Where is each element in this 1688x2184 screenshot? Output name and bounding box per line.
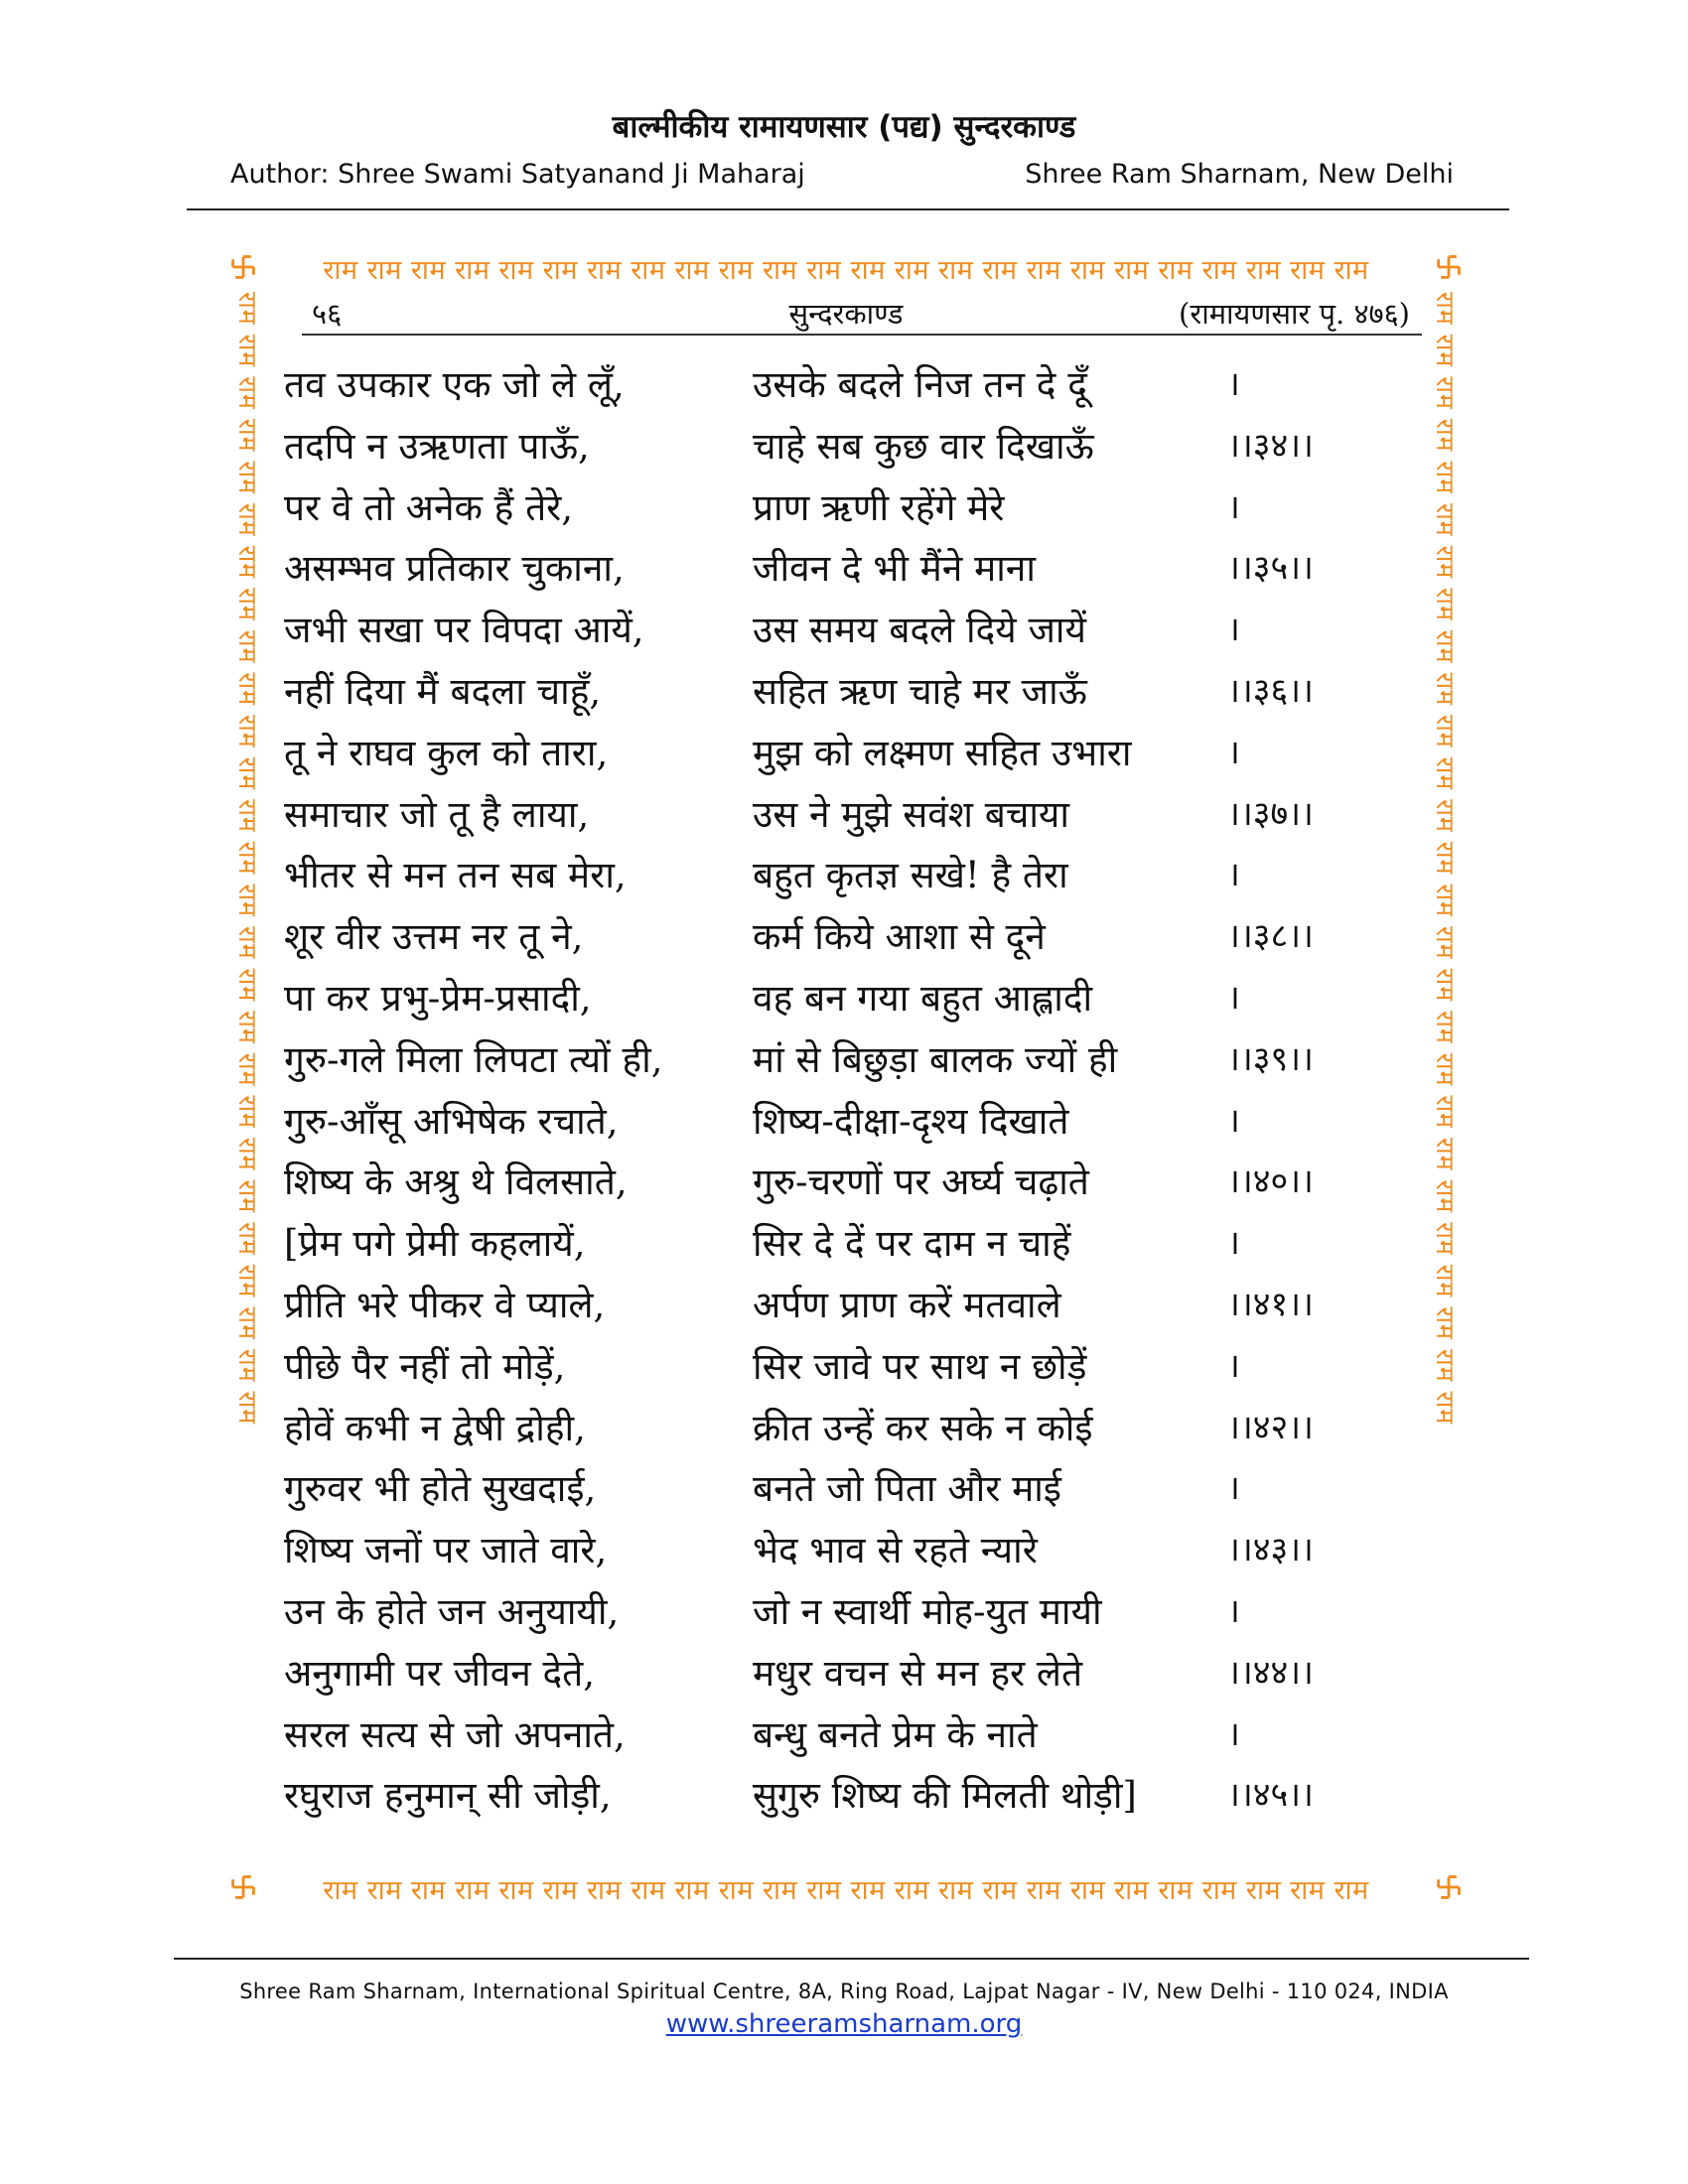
verse-second-half: उसके बदले निज तन दे दूँ xyxy=(753,363,1087,406)
verse-row xyxy=(284,533,1406,595)
page-title: बाल्मीकीय रामायणसार (पद्य) सुन्दरकाण्ड xyxy=(612,109,1076,145)
scripture-frame xyxy=(230,250,1462,1906)
verse-first-half: शिष्य जनों पर जाते वारे, xyxy=(284,1529,608,1572)
verse-row xyxy=(284,1515,1406,1576)
verse-number: ।।४३।। xyxy=(1227,1530,1314,1570)
verse-second-half: जीवन दे भी मैंने माना xyxy=(753,547,1036,591)
verse-second-half: मां से बिछुड़ा बालक ज्यों ही xyxy=(753,1037,1118,1081)
verse-second-half: मुझ को लक्ष्मण सहित उभारा xyxy=(753,731,1132,774)
verse-row xyxy=(284,411,1406,473)
verse-number: । xyxy=(1227,1345,1240,1386)
verse-number: । xyxy=(1227,977,1240,1018)
verse-first-half: समाचार जो तू है लाया, xyxy=(284,792,590,836)
verse-first-half: तू ने राघव कुल को तारा, xyxy=(284,731,609,774)
footer-divider xyxy=(174,1958,1529,1960)
verse-row xyxy=(284,1760,1406,1822)
verse-row xyxy=(284,1576,1406,1638)
verse-second-half: बहुत कृतज्ञ सखे! है तेरा xyxy=(753,854,1068,897)
verse-first-half: तव उपकार एक जो ले लूँ, xyxy=(284,363,625,406)
verse-number: । xyxy=(1227,1223,1240,1264)
verse-first-half: नहीं दिया मैं बदला चाहूँ, xyxy=(284,669,602,713)
verse-number: । xyxy=(1227,1100,1240,1141)
verse-first-half: सरल सत्य से जो अपनाते, xyxy=(284,1712,626,1756)
verse-number: । xyxy=(1227,1468,1240,1509)
verse-first-half: गुरु-गले मिला लिपटा त्यों ही, xyxy=(284,1037,663,1081)
header-divider xyxy=(187,208,1509,210)
verse-row xyxy=(284,656,1406,718)
author-line: Author: Shree Swami Satyanand Ji Maharaj xyxy=(230,159,805,190)
verse-first-half: उन के होते जन अनुयायी, xyxy=(284,1589,620,1633)
verse-first-half: भीतर से मन तन सब मेरा, xyxy=(284,854,627,897)
verse-second-half: बनते जो पिता और माई xyxy=(753,1467,1061,1511)
verse-first-half: पीछे पैर नहीं तो मोड़ें, xyxy=(284,1344,566,1388)
verse-number: । xyxy=(1227,1590,1240,1631)
border-top-text: राम राम राम राम राम राम राम राम राम राम राम राम राम राम राम राम राम राम राम राम राम राम राम राम xyxy=(323,255,1369,286)
section-title: सुन्दरकाण्ड xyxy=(788,297,904,331)
verse-number: । xyxy=(1227,855,1240,895)
verse-row xyxy=(284,1393,1406,1454)
verse-number: । xyxy=(1227,364,1240,404)
verse-row xyxy=(284,840,1406,901)
verse-number: ।।४४।। xyxy=(1227,1652,1314,1693)
footer-website-link[interactable]: www.shreeramsharnam.org xyxy=(665,2009,1023,2039)
inner-page-header xyxy=(282,288,1410,336)
verse-first-half: पर वे तो अनेक हैं तेरे, xyxy=(284,485,574,529)
verse-row xyxy=(284,963,1406,1024)
verse-second-half: सहित ऋण चाहे मर जाऊँ xyxy=(753,669,1087,713)
verse-first-half: तदपि न उऋणता पाऊँ, xyxy=(284,424,590,468)
verse-second-half: प्राण ऋणी रहेंगे मेरे xyxy=(753,485,1005,529)
verse-first-half: प्रीति भरे पीकर वे प्याले, xyxy=(284,1283,606,1326)
verse-row xyxy=(284,1270,1406,1331)
verse-second-half: उस समय बदले दिये जायें xyxy=(753,609,1086,652)
verse-row xyxy=(284,1086,1406,1148)
verse-row xyxy=(284,1453,1406,1515)
verse-number: ।।३९।। xyxy=(1227,1038,1314,1079)
verse-number: ।।३७।। xyxy=(1227,793,1314,834)
verse-row xyxy=(284,1331,1406,1393)
verse-second-half: अर्पण प्राण करें मतवाले xyxy=(753,1283,1061,1326)
verse-first-half: गुरु-आँसू अभिषेक रचाते, xyxy=(284,1099,619,1143)
verse-number: । xyxy=(1227,732,1240,772)
verse-second-half: कर्म किये आशा से दूने xyxy=(753,915,1046,959)
verse-second-half: सुगुरु शिष्य की मिलती थोड़ी] xyxy=(753,1774,1137,1818)
verse-second-half: वह बन गया बहुत आह्लादी xyxy=(753,976,1093,1020)
border-right-text: राम राम राम राम राम राम राम राम राम राम राम राम राम राम राम राम राम राम राम राम राम राम राम राम राम राम राम xyxy=(1431,292,1460,1426)
verse-number: । xyxy=(1227,610,1240,650)
verse-number: । xyxy=(1227,1713,1240,1754)
verse-second-half: जो न स्वार्थी मोह-युत मायी xyxy=(753,1589,1102,1633)
verse-row xyxy=(284,1024,1406,1086)
verse-row xyxy=(284,779,1406,841)
border-bottom-text: राम राम राम राम राम राम राम राम राम राम राम राम राम राम राम राम राम राम राम राम राम राम राम राम xyxy=(323,1875,1369,1906)
verse-second-half: सिर जावे पर साथ न छोड़ें xyxy=(753,1344,1087,1388)
verse-list xyxy=(284,349,1406,1822)
verse-first-half: शूर वीर उत्तम नर तू ने, xyxy=(284,915,584,959)
verse-first-half: अनुगामी पर जीवन देते, xyxy=(284,1651,596,1695)
verse-row xyxy=(284,473,1406,534)
verse-first-half: पा कर प्रभु-प्रेम-प्रसादी, xyxy=(284,976,592,1020)
footer-address: Shree Ram Sharnam, International Spiritual Centre, 8A, Ring Road, Lajpat Nagar - IV, New Delhi - 110 024, INDIA xyxy=(239,1979,1449,2003)
verse-second-half: शिष्य-दीक्षा-दृश्य दिखाते xyxy=(753,1099,1069,1143)
verse-row xyxy=(284,1638,1406,1700)
verse-second-half: गुरु-चरणों पर अर्घ्य चढ़ाते xyxy=(753,1160,1089,1204)
verse-first-half: गुरुवर भी होते सुखदाई, xyxy=(284,1467,597,1511)
border-left-text: राम राम राम राम राम राम राम राम राम राम राम राम राम राम राम राम राम राम राम राम राम राम राम राम राम राम राम xyxy=(233,292,262,1426)
verse-first-half: जभी सखा पर विपदा आयें, xyxy=(284,609,644,652)
verse-second-half: क्रीत उन्हें कर सके न कोई xyxy=(753,1406,1093,1449)
page-number: ५६ xyxy=(312,297,343,331)
verse-number: ।।३६।। xyxy=(1227,670,1314,711)
verse-number: ।।४५।। xyxy=(1227,1775,1314,1816)
verse-number: ।।३५।। xyxy=(1227,548,1314,589)
organization-line: Shree Ram Sharnam, New Delhi xyxy=(1025,159,1454,190)
verse-row xyxy=(284,1208,1406,1270)
verse-row xyxy=(284,1700,1406,1761)
verse-number: ।।३४।। xyxy=(1227,425,1314,466)
verse-row xyxy=(284,718,1406,779)
verse-number: ।।४१।। xyxy=(1227,1284,1314,1324)
page-reference: (रामायणसार पृ. ४७६) xyxy=(1179,297,1410,331)
verse-second-half: सिर दे दें पर दाम न चाहें xyxy=(753,1222,1071,1266)
verse-first-half: शिष्य के अश्रु थे विलसाते, xyxy=(284,1160,628,1204)
verse-second-half: मधुर वचन से मन हर लेते xyxy=(753,1651,1083,1695)
verse-first-half: [प्रेम पगे प्रेमी कहलायें, xyxy=(284,1222,586,1266)
inner-header-divider xyxy=(302,334,1422,336)
verse-number: ।।३८।। xyxy=(1227,916,1314,957)
verse-second-half: उस ने मुझे सवंश बचाया xyxy=(753,792,1069,836)
verse-number: । xyxy=(1227,486,1240,527)
verse-row xyxy=(284,901,1406,963)
verse-number: ।।४२।। xyxy=(1227,1407,1314,1447)
verse-first-half: होवें कभी न द्वेषी द्रोही, xyxy=(284,1406,586,1449)
verse-second-half: बन्धु बनते प्रेम के नाते xyxy=(753,1712,1038,1756)
verse-first-half: असम्भव प्रतिकार चुकाना, xyxy=(284,547,625,591)
verse-row xyxy=(284,1147,1406,1208)
verse-first-half: रघुराज हनुमान् सी जोड़ी, xyxy=(284,1774,612,1818)
verse-row xyxy=(284,349,1406,411)
verse-number: ।।४०।। xyxy=(1227,1161,1314,1202)
verse-second-half: चाहे सब कुछ वार दिखाऊँ xyxy=(753,424,1094,468)
verse-second-half: भेद भाव से रहते न्यारे xyxy=(753,1529,1038,1572)
verse-row xyxy=(284,595,1406,656)
